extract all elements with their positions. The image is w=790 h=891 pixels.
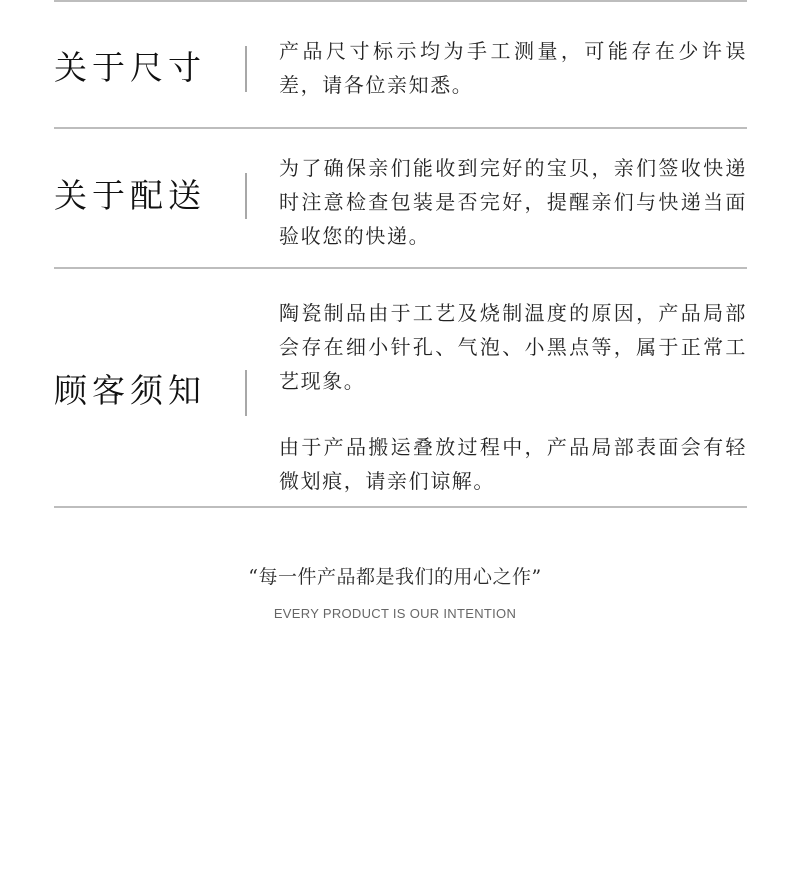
section-notice-separator <box>245 370 247 416</box>
divider-1 <box>54 127 747 129</box>
section-delivery-text: 为了确保亲们能收到完好的宝贝，亲们签收快递时注意检查包装是否完好，提醒亲们与快递当面验收您的快递。 <box>279 156 747 248</box>
section-delivery-separator <box>245 173 247 219</box>
footer-quote: “每一件产品都是我们的用心之作” <box>248 566 542 588</box>
footer-tagline: EVERY PRODUCT IS OUR INTENTION <box>273 606 517 621</box>
section-notice-text-1: 陶瓷制品由于工艺及烧制温度的原因，产品局部会存在细小针孔、气泡、小黑点等，属于正常工艺现象。 <box>279 301 747 393</box>
divider-2 <box>54 267 747 269</box>
section-size-separator <box>245 46 247 92</box>
section-size-title: 关于尺寸 <box>54 48 206 87</box>
section-delivery-title: 关于配送 <box>54 176 206 215</box>
section-size-text: 产品尺寸标示均为手工测量，可能存在少许误差，请各位亲知悉。 <box>279 39 747 97</box>
divider-top <box>54 0 747 2</box>
section-notice-title: 顾客须知 <box>54 371 206 410</box>
divider-3 <box>54 506 747 508</box>
section-notice-text-2: 由于产品搬运叠放过程中，产品局部表面会有轻微划痕，请亲们谅解。 <box>279 435 747 493</box>
